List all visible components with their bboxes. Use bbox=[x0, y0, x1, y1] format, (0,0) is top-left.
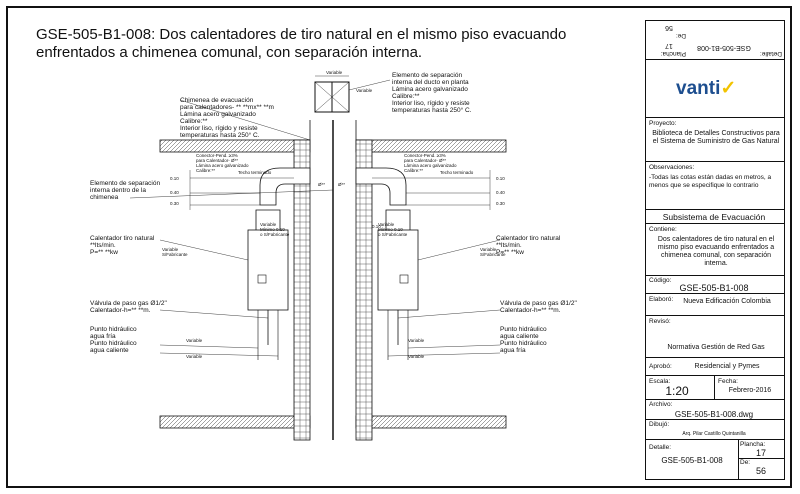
note-valve-right: Válvula de paso gas Ø1/2" Calentador-h=** **m. bbox=[500, 300, 577, 314]
slab-bottom-left bbox=[160, 416, 310, 428]
note-separation-chimney: Elemento de separación interna dentro de la chimenea bbox=[90, 180, 161, 201]
dim-010-middle: 0.10 bbox=[372, 224, 381, 229]
note-heater-right: Calentador tiro natural **lts/min. P=** **kw bbox=[496, 235, 561, 256]
dim-030-right: 0.30 bbox=[496, 201, 505, 206]
note-hot-right: Punto hidráulico agua caliente bbox=[500, 326, 547, 340]
dim-040-right: 0.40 bbox=[496, 190, 505, 195]
technical-drawing bbox=[30, 60, 630, 480]
reviso-cell: Revisó: Normativa Gestión de Red Gas bbox=[646, 315, 784, 357]
escala-cell: Escala: 1:20 Fecha: Febrero-2016 bbox=[646, 375, 784, 399]
observaciones-cell: Observaciones: -Todas las cotas están dadas en metros, a menos que se especifique lo contrario bbox=[646, 161, 784, 209]
phi-left: Ø** bbox=[318, 182, 326, 187]
note-ceiling-right: Techo terminado bbox=[440, 170, 474, 175]
note-ceiling-left: Techo terminado bbox=[238, 170, 272, 175]
vanti-logo: vanti✓ bbox=[676, 78, 737, 99]
slab-bottom-right bbox=[356, 416, 506, 428]
note-variable-min-right: Variable Mínimo 0.10 o S/Fabricante bbox=[378, 222, 408, 237]
drawing-title: GSE-505-B1-008: Dos calentadores de tiro natural en el mismo piso evacuando enfrentados a chimenea comunal, con separación interna. bbox=[36, 26, 567, 61]
dim-030-left: 0.30 bbox=[170, 201, 179, 206]
dim-010-left: 0.10 bbox=[170, 176, 179, 181]
header-upside-down: Detalle: GSE-505-B1-008 Plancha: 17 De: 56 bbox=[660, 24, 782, 57]
note-variable-fab-left: Variable S/Fabricante bbox=[162, 247, 188, 257]
note-connector-left: Conector-Pend. ≥3% para Calentador- Ø** Lámina acero galvanizado Calibre:** bbox=[196, 153, 249, 173]
phi-right: Ø** bbox=[338, 182, 346, 187]
slab-top-left bbox=[160, 140, 310, 152]
note-separation-duct: Elemento de separación interna del ducto en planta Lámina acero galvanizado Calibre:** Interior liso, rígido y resiste temperaturas hasta 250° C. bbox=[392, 72, 472, 114]
subsistema-cell: Subsistema de Evacuación bbox=[646, 209, 784, 223]
detalle-cell: Detalle: GSE-505-B1-008 Plancha: 17 De: 56 bbox=[646, 439, 784, 479]
note-variable-top: Variable bbox=[326, 70, 343, 75]
note-floor-variable-1: Variable bbox=[186, 338, 203, 343]
heater-left bbox=[248, 230, 288, 310]
note-cold-left: Punto hidráulico agua fría bbox=[90, 326, 137, 340]
archivo-cell: Archivo: GSE-505-B1-008.dwg bbox=[646, 399, 784, 419]
note-chimney: Chimenea de evacuación para calentadores- ** **mx** **m Lámina acero galvanizado Calibre:** Interior liso, rígido y resiste temperaturas hasta 250° C. bbox=[180, 97, 274, 139]
note-hot-left: Punto hidráulico agua caliente bbox=[90, 340, 137, 354]
note-heater-left: Calentador tiro natural **lts/min. P=** **kw bbox=[90, 235, 155, 256]
note-variable-side: Variable bbox=[356, 88, 373, 93]
proyecto-cell: Proyecto: Biblioteca de Detalles Constructivos para el Sistema de Suministro de Gas Natural bbox=[646, 117, 784, 161]
chimney-wall-right bbox=[356, 140, 372, 440]
note-cold-right: Punto hidráulico agua fría bbox=[500, 340, 547, 354]
slab-top-right bbox=[356, 140, 506, 152]
dim-010-right: 0.10 bbox=[496, 176, 505, 181]
logo-cell bbox=[646, 59, 784, 117]
dibujo-cell: Dibujó: Arq. Pilar Castillo Quintanilla bbox=[646, 419, 784, 439]
dim-040-left: 0.40 bbox=[170, 190, 179, 195]
note-floor-variable-2: Variable bbox=[186, 354, 203, 359]
elaboro-cell: Elaboró: Nueva Edificación Colombia bbox=[646, 293, 784, 315]
note-connector-right: Conector-Pend. ≥3% para Calentador- Ø** Lámina acero galvanizado Calibre:** bbox=[404, 153, 457, 173]
heater-right bbox=[378, 230, 418, 310]
contiene-cell: Contiene: Dos calentadores de tiro natural en el mismo piso evacuando enfrentados a chimenea comunal, con separación interna. bbox=[646, 223, 784, 275]
note-valve-left: Válvula de paso gas Ø1/2" Calentador-h=** **m. bbox=[90, 300, 167, 314]
note-floor-variable-3: Variable bbox=[408, 338, 425, 343]
aprobo-cell: Aprobó: Residencial y Pymes bbox=[646, 357, 784, 375]
codigo-cell: Código: GSE-505-B1-008 bbox=[646, 275, 784, 293]
note-floor-variable-4: Variable bbox=[408, 354, 425, 359]
note-variable-fab-right: Variable S/Fabricante bbox=[480, 247, 506, 257]
title-block bbox=[645, 20, 785, 480]
note-variable-min-left: Variable Mínimo 0.10 o S/Fabricante bbox=[260, 222, 290, 237]
chimney-wall-left bbox=[294, 140, 310, 440]
